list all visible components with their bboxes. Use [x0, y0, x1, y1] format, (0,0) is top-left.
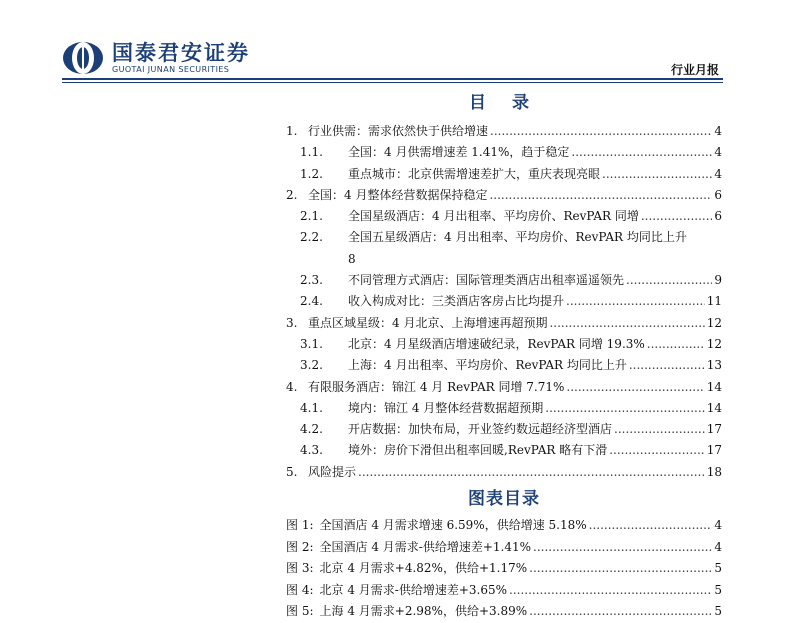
toc-entry-page: 6: [714, 209, 722, 224]
toc-entry-text: 全国星级酒店：4 月出租率、平均房价、RevPAR 同增: [348, 209, 639, 224]
toc-entry[interactable]: [286, 291, 722, 312]
toc-leader-dots: [545, 398, 704, 419]
toc-entry-page: 11: [706, 294, 722, 309]
toc-entry[interactable]: [286, 270, 722, 291]
toc-entry-page: 4: [714, 145, 722, 160]
toc-entry-number: 1.1.: [300, 145, 323, 160]
toc-entry-text: 行业供需：需求依然快于供给增速: [308, 124, 489, 138]
toc-entry[interactable]: [286, 206, 722, 227]
toc-entry-text: 收入构成对比：三类酒店客房占比均提升: [348, 294, 565, 309]
toc-entry-text: 全国五星级酒店：4 月出租率、平均房价、RevPAR 均同比上升: [348, 230, 687, 245]
figure-entry-page: 4: [714, 518, 722, 532]
header-divider-thin: [62, 82, 723, 83]
toc-entry-number: 2.4.: [300, 294, 323, 309]
figure-entry[interactable]: [286, 580, 722, 602]
toc-entry-number: 3.2.: [300, 358, 323, 373]
toc-entry-page: 14: [706, 400, 722, 415]
toc-leader-dots: [602, 164, 712, 185]
figure-entry-text: 全国酒店 4 月需求-供给增速差+1.41%: [319, 539, 531, 554]
toc-leader-dots: [641, 206, 713, 227]
toc-leader-dots: [490, 121, 712, 142]
toc-entry[interactable]: [286, 355, 722, 376]
toc-entry[interactable]: [286, 377, 722, 398]
figure-entry-page: 5: [714, 604, 722, 618]
toc-leader-dots: [571, 142, 712, 163]
toc-entry-page: 9: [714, 273, 722, 288]
figure-entry-number: 图 4:: [286, 582, 314, 597]
toc-leader-dots: [529, 558, 712, 580]
toc-entry[interactable]: [286, 227, 722, 270]
figure-entry-text: 北京 4 月需求+4.82%，供给+1.17%: [319, 561, 528, 575]
figure-entry-text: 北京 4 月需求-供给增速差+3.65%: [319, 582, 507, 597]
toc-entry-text: 北京：4 月星级酒店增速破纪录，RevPAR 同增 19.3%: [348, 336, 645, 351]
logo-emblem-icon: [62, 41, 104, 75]
toc-entry[interactable]: [286, 185, 722, 206]
toc-entry-number: 5.: [286, 464, 298, 479]
toc-leader-dots: [489, 185, 712, 206]
toc-list: [286, 121, 722, 483]
toc-leader-dots: [566, 377, 704, 398]
header-divider: [62, 78, 723, 80]
figure-entry-number: 图 1:: [286, 518, 314, 532]
figure-list-title: 图表目录: [468, 489, 540, 509]
toc-entry-text: 全国：4 月供需增速差 1.41%，趋于稳定: [348, 145, 570, 160]
toc-entry[interactable]: [286, 440, 722, 461]
toc-entry-number: 4.2.: [300, 422, 323, 437]
toc-entry-text: 上海：4 月出租率、平均房价、RevPAR 均同比上升: [348, 358, 627, 373]
toc-entry[interactable]: [286, 313, 722, 334]
toc-entry[interactable]: [286, 121, 722, 142]
toc-entry-text: 不同管理方式酒店：国际管理类酒店出租率遥遥领先: [348, 273, 625, 288]
toc-entry-text: 境外：房价下滑但出租率回暖,RevPAR 略有下滑: [348, 443, 608, 458]
toc-title: 目 录: [469, 93, 539, 113]
toc-entry-page: 18: [706, 464, 722, 479]
toc-entry-number: 4.1.: [300, 400, 323, 415]
toc-entry-text: 重点城市：北京供需增速差扩大，重庆表现亮眼: [348, 166, 601, 181]
toc-leader-dots: [358, 462, 705, 483]
toc-entry-page: 12: [706, 315, 722, 330]
toc-leader-dots: [566, 291, 705, 312]
figure-entry[interactable]: [286, 601, 722, 623]
report-type-label: 行业月报: [670, 63, 719, 77]
figure-entry-number: 图 2:: [286, 539, 314, 554]
toc-entry-text: 有限服务酒店：锦江 4 月 RevPAR 同增 7.71%: [308, 379, 565, 394]
toc-leader-dots: [647, 334, 705, 355]
toc-entry-number: 3.: [286, 315, 298, 330]
toc-entry-page: 4: [714, 124, 722, 138]
toc-entry-number: 2.2.: [300, 230, 323, 245]
toc-entry-number: 4.3.: [300, 443, 323, 458]
toc-entry[interactable]: [286, 398, 722, 419]
toc-entry-number: 2.: [286, 187, 298, 202]
figure-entry[interactable]: [286, 515, 722, 537]
toc-entry[interactable]: [286, 419, 722, 440]
toc-entry-page: 13: [706, 358, 722, 373]
toc-entry-number: 2.1.: [300, 209, 323, 224]
toc-entry-number: 3.1.: [300, 336, 323, 351]
figure-entry[interactable]: [286, 558, 722, 580]
figure-entry-page: 4: [714, 539, 722, 554]
figure-entry-text: 上海 4 月需求+2.98%，供给+3.89%: [319, 604, 528, 618]
toc-entry-number: 1.2.: [300, 166, 323, 181]
toc-entry-text: 重点区域星级：4 月北京、上海增速再超预期: [308, 315, 548, 330]
toc-leader-dots: [626, 270, 712, 291]
toc-entry-page: 12: [706, 336, 722, 351]
figure-entry[interactable]: [286, 537, 722, 559]
toc-entry-text: 开店数据：加快布局，开业签约数远超经济型酒店: [348, 422, 613, 437]
toc-entry[interactable]: [286, 462, 722, 483]
figure-entry-page: 5: [714, 561, 722, 575]
toc-leader-dots: [529, 601, 712, 623]
toc-leader-dots: [629, 355, 705, 376]
logo-chinese-name: 国泰君安证券: [112, 40, 250, 65]
toc-entry-page: 4: [714, 166, 722, 181]
toc-entry-page: 6: [714, 187, 722, 202]
toc-leader-dots: [609, 440, 704, 461]
toc-entry-text: 风险提示: [308, 464, 357, 479]
toc-entry-text: 境内：锦江 4 月整体经营数据超预期: [348, 400, 544, 415]
toc-entry[interactable]: [286, 334, 722, 355]
toc-entry-page: 14: [706, 379, 722, 394]
toc-leader-dots: [549, 313, 704, 334]
toc-leader-dots: [509, 580, 712, 602]
toc-entry-number: 1.: [286, 124, 298, 138]
toc-entry-page: 8: [348, 251, 356, 266]
toc-entry-text: 全国：4 月整体经营数据保持稳定: [308, 187, 488, 202]
toc-entry-number: 2.3.: [300, 273, 323, 288]
logo-english-name: GUOTAI JUNAN SECURITIES: [112, 64, 230, 74]
toc-leader-dots: [533, 537, 712, 559]
figure-entry-number: 图 5:: [286, 604, 314, 618]
figure-entry-text: 全国酒店 4 月需求增速 6.59%，供给增速 5.18%: [319, 518, 587, 532]
figure-list: [286, 515, 722, 623]
company-logo: [62, 40, 250, 76]
toc-entry[interactable]: [286, 164, 722, 185]
toc-leader-dots: [614, 419, 705, 440]
toc-entry-number: 4.: [286, 379, 298, 394]
toc-entry-page: 17: [706, 443, 722, 458]
toc-entry[interactable]: [286, 142, 722, 163]
figure-entry-page: 5: [714, 582, 722, 597]
toc-entry-page: 17: [706, 422, 722, 437]
toc-leader-dots: [589, 515, 713, 537]
figure-entry-number: 图 3:: [286, 561, 314, 575]
